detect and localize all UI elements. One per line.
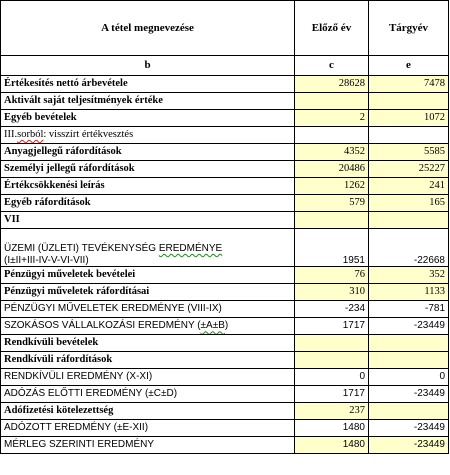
table-row <box>1 386 449 403</box>
previous-year-value: 310 <box>295 284 369 301</box>
current-year-value: -23449 <box>369 437 449 454</box>
current-year-value <box>369 93 449 110</box>
row-label: Rendkívüli ráfordítások <box>1 352 295 369</box>
row-label: Aktivált saját teljesítmények értéke <box>1 93 295 110</box>
column-letter-name: b <box>1 56 295 76</box>
row-label: Személyi jellegű ráfordítások <box>1 161 295 178</box>
previous-year-value <box>295 93 369 110</box>
current-year-value: 1072 <box>369 110 449 127</box>
current-year-value <box>369 335 449 352</box>
row-label: ADÓZÁS ELŐTTI EREDMÉNY (±C±D) <box>1 386 295 403</box>
current-year-value: 165 <box>369 195 449 212</box>
previous-year-value: 76 <box>295 267 369 284</box>
table-row <box>1 318 449 335</box>
row-label <box>1 318 295 335</box>
table-row <box>1 110 449 127</box>
table-row <box>1 369 449 386</box>
previous-year-value: -234 <box>295 301 369 318</box>
row-label <box>1 229 295 267</box>
table-row <box>1 212 449 229</box>
previous-year-value: 1717 <box>295 318 369 335</box>
table-row <box>1 437 449 454</box>
row-label: VII <box>1 212 295 229</box>
table-row <box>1 229 449 267</box>
current-year-value: -23449 <box>369 318 449 335</box>
row-label: MÉRLEG SZERINTI EREDMÉNY <box>1 437 295 454</box>
current-year-value <box>369 352 449 369</box>
previous-year-value: 4352 <box>295 144 369 161</box>
previous-year-value: 2 <box>295 110 369 127</box>
current-year-value: -23449 <box>369 386 449 403</box>
previous-year-value <box>295 127 369 144</box>
previous-year-value <box>295 352 369 369</box>
table-row <box>1 178 449 195</box>
previous-year-value <box>295 212 369 229</box>
row-label: Értékcsökkenési leírás <box>1 178 295 195</box>
table-row <box>1 195 449 212</box>
row-label: Egyéb bevételek <box>1 110 295 127</box>
current-year-value: 1133 <box>369 284 449 301</box>
current-year-value <box>369 403 449 420</box>
table-row <box>1 420 449 437</box>
row-label-line2: (I±II+III-IV-V-VI-VII) <box>4 254 89 266</box>
previous-year-value: 20486 <box>295 161 369 178</box>
row-label <box>1 127 295 144</box>
column-letter-row <box>1 56 449 76</box>
row-label: ADÓZOTT EREDMÉNY (±E-XII) <box>1 420 295 437</box>
previous-year-value: 0 <box>295 369 369 386</box>
row-label-spellcheck-word: sorból <box>17 128 44 140</box>
row-label-suffix: ) <box>224 320 229 332</box>
previous-year-value: 28628 <box>295 76 369 93</box>
table-row <box>1 335 449 352</box>
current-year-value: -22668 <box>369 229 449 267</box>
table-row <box>1 127 449 144</box>
previous-year-value <box>295 335 369 352</box>
current-year-value: 25227 <box>369 161 449 178</box>
row-label-grammar-word: ±A±B <box>200 320 225 332</box>
table-row <box>1 403 449 420</box>
row-label: Értékesítés nettó árbevétele <box>1 76 295 93</box>
row-label: PÉNZÜGYI MŰVELETEK EREDMÉNYE (VIII-IX) <box>1 301 295 318</box>
table-row <box>1 144 449 161</box>
row-label-prefix: III. <box>4 128 18 140</box>
previous-year-value: 237 <box>295 403 369 420</box>
table-row <box>1 267 449 284</box>
previous-year-value: 579 <box>295 195 369 212</box>
table-row <box>1 301 449 318</box>
current-year-value: 7478 <box>369 76 449 93</box>
previous-year-value: 1717 <box>295 386 369 403</box>
row-label-grammar-word: EREDMÉNYE <box>158 243 223 254</box>
row-label: Pénzügyi műveletek ráfordításai <box>1 284 295 301</box>
current-year-value: 0 <box>369 369 449 386</box>
row-label-prefix: SZOKÁSOS VÁLLALKOZÁSI EREDMÉNY ( <box>4 320 201 332</box>
previous-year-value: 1480 <box>295 437 369 454</box>
column-letter-previous-year: c <box>295 56 369 76</box>
row-label: RENDKÍVÜLI EREDMÉNY (X-XI) <box>1 369 295 386</box>
previous-year-value: 1951 <box>295 229 369 267</box>
current-year-value: -23449 <box>369 420 449 437</box>
row-label: Rendkívüli bevételek <box>1 335 295 352</box>
current-year-value: -781 <box>369 301 449 318</box>
current-year-value <box>369 212 449 229</box>
current-year-value: 5585 <box>369 144 449 161</box>
table-row <box>1 284 449 301</box>
header-row <box>1 1 449 56</box>
table-row <box>1 352 449 369</box>
current-year-value: 352 <box>369 267 449 284</box>
current-year-value: 241 <box>369 178 449 195</box>
table-row <box>1 93 449 110</box>
row-label: Egyéb ráfordítások <box>1 195 295 212</box>
row-label: Anyagjellegű ráfordítások <box>1 144 295 161</box>
column-header-previous-year: Előző év <box>295 1 369 56</box>
row-label: Pénzügyi műveletek bevételei <box>1 267 295 284</box>
previous-year-value: 1262 <box>295 178 369 195</box>
previous-year-value: 1480 <box>295 420 369 437</box>
row-label-suffix: : visszírt értékvesztés <box>43 128 134 140</box>
column-header-current-year: Tárgyév <box>369 1 449 56</box>
table-row <box>1 161 449 178</box>
table-row <box>1 76 449 93</box>
row-label: Adófizetési kötelezettség <box>1 403 295 420</box>
row-label-line1: ÜZEMI (ÜZLETI) TEVÉKENYSÉG <box>4 243 159 254</box>
column-letter-current-year: e <box>369 56 449 76</box>
column-header-name: A tétel megnevezése <box>1 1 295 56</box>
current-year-value <box>369 127 449 144</box>
